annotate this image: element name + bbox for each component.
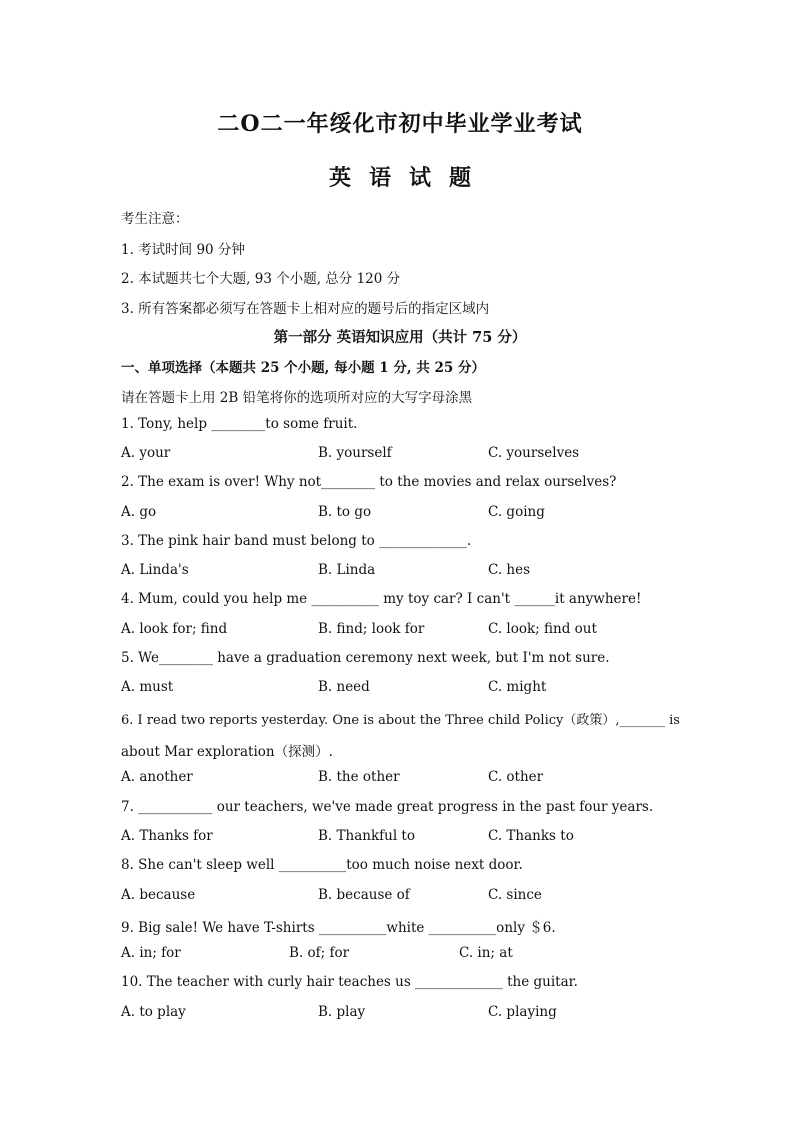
option-b: B. to go bbox=[318, 504, 372, 520]
option-c: C. hes bbox=[488, 562, 531, 578]
option-b: B. of; for bbox=[289, 945, 350, 961]
option-a: A. to play bbox=[121, 1004, 186, 1020]
option-c: C. going bbox=[488, 504, 545, 520]
option-b: B. Linda bbox=[318, 562, 376, 578]
option-a: A. your bbox=[121, 445, 171, 461]
options-row bbox=[121, 828, 681, 846]
question-stem-line2: about Mar exploration（探测）. bbox=[121, 744, 333, 760]
option-c: C. yourselves bbox=[488, 445, 580, 461]
option-a: A. another bbox=[121, 769, 193, 785]
note-item: 2. 本试题共七个大题, 93 个小题, 总分 120 分 bbox=[121, 271, 401, 287]
question-stem: 9. Big sale! We have T-shirts __________white __________only ＄6. bbox=[121, 920, 556, 936]
exam-subtitle: 英语试题 bbox=[328, 165, 489, 191]
option-c: C. Thanks to bbox=[488, 828, 574, 844]
options-row bbox=[121, 769, 681, 787]
question-stem: 10. The teacher with curly hair teaches us _____________ the guitar. bbox=[121, 974, 578, 990]
question-stem-line1: 6. I read two reports yesterday. One is about the Three child Policy（政策）,_______ is bbox=[121, 713, 680, 728]
question-stem: 7. ___________ our teachers, we've made great progress in the past four years. bbox=[121, 799, 654, 815]
option-b: B. yourself bbox=[318, 445, 392, 461]
option-b: B. the other bbox=[318, 769, 400, 785]
question-stem: 5. We________ have a graduation ceremony next week, but I'm not sure. bbox=[121, 650, 610, 666]
option-c: C. other bbox=[488, 769, 544, 785]
exam-title: 二O二一年绥化市初中毕业学业考试 bbox=[217, 111, 583, 137]
option-b: B. because of bbox=[318, 887, 410, 903]
question-stem: 4. Mum, could you help me __________ my toy car? I can't ______it anywhere! bbox=[121, 591, 642, 607]
option-a: A. go bbox=[121, 504, 157, 520]
options-row bbox=[121, 679, 681, 697]
part1-heading: 第一部分 英语知识应用（共计 75 分） bbox=[273, 329, 527, 346]
options-row bbox=[121, 621, 681, 639]
option-b: B. need bbox=[318, 679, 370, 695]
option-c: C. look; find out bbox=[488, 621, 597, 637]
options-row bbox=[121, 562, 681, 580]
options-row bbox=[121, 887, 681, 905]
option-a: A. Thanks for bbox=[121, 828, 213, 844]
question-stem: 1. Tony, help ________to some fruit. bbox=[121, 416, 358, 432]
option-b: B. Thankful to bbox=[318, 828, 415, 844]
section1-instruction: 请在答题卡上用 2B 铅笔将你的选项所对应的大写字母涂黑 bbox=[121, 390, 473, 406]
option-c: C. playing bbox=[488, 1004, 557, 1020]
options-row bbox=[121, 945, 681, 963]
option-c: C. might bbox=[488, 679, 547, 695]
option-b: B. find; look for bbox=[318, 621, 425, 637]
note-item: 1. 考试时间 90 分钟 bbox=[121, 242, 245, 258]
option-c: C. in; at bbox=[459, 945, 513, 961]
option-b: B. play bbox=[318, 1004, 366, 1020]
option-a: A. because bbox=[121, 887, 196, 903]
option-c: C. since bbox=[488, 887, 542, 903]
option-a: A. in; for bbox=[121, 945, 181, 961]
note-item: 3. 所有答案都必须写在答题卡上相对应的题号后的指定区域内 bbox=[121, 301, 490, 317]
options-row bbox=[121, 445, 681, 463]
options-row bbox=[121, 1004, 681, 1022]
section1-heading: 一、单项选择（本题共 25 个小题, 每小题 1 分, 共 25 分） bbox=[121, 360, 485, 376]
question-stem: 2. The exam is over! Why not________ to the movies and relax ourselves? bbox=[121, 474, 617, 490]
option-a: A. must bbox=[121, 679, 174, 695]
question-stem: 3. The pink hair band must belong to _____________. bbox=[121, 533, 472, 549]
options-row bbox=[121, 504, 681, 522]
notes-heading: 考生注意： bbox=[121, 211, 189, 227]
question-stem: 8. She can't sleep well __________too much noise next door. bbox=[121, 857, 523, 873]
option-a: A. look for; find bbox=[121, 621, 228, 637]
option-a: A. Linda's bbox=[121, 562, 189, 578]
